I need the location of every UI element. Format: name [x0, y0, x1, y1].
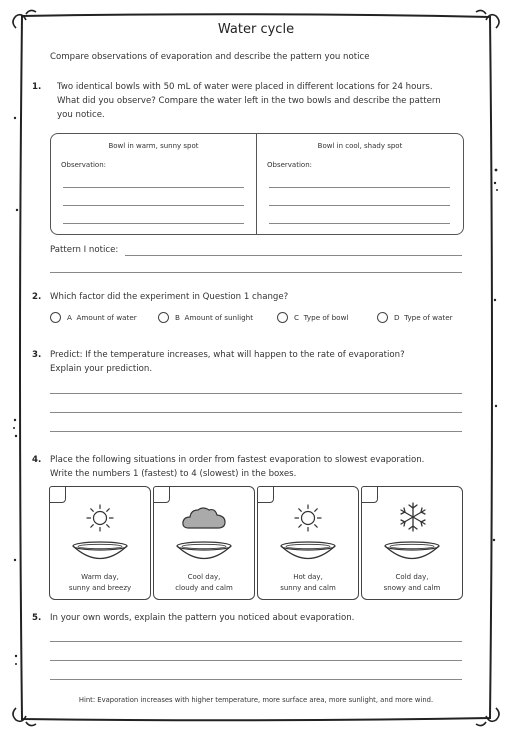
observation-column-warm	[51, 134, 257, 234]
card-caption	[50, 572, 150, 594]
bowl-icon	[174, 541, 234, 563]
option-text: Amount of water	[76, 313, 137, 322]
situation-card-1	[49, 486, 151, 600]
radio-circle[interactable]	[50, 312, 61, 323]
q5-answer-line-2[interactable]	[50, 660, 462, 661]
answer-line-cool-3[interactable]	[269, 223, 450, 224]
column-header: Bowl in cool, shady spot	[317, 142, 403, 150]
q3-answer-line-2[interactable]	[50, 412, 462, 413]
observation-column-cool	[257, 134, 463, 234]
card-caption-line: snowy and calm	[383, 584, 441, 592]
answer-line-cool-1[interactable]	[269, 187, 450, 188]
option-text: Type of water	[404, 313, 453, 322]
column-header: Bowl in warm, sunny spot	[108, 142, 199, 150]
card-caption-line: sunny and calm	[280, 584, 336, 592]
pattern-answer-line-2[interactable]	[50, 272, 462, 273]
q3-answer-line-1[interactable]	[50, 393, 462, 394]
ranking-box[interactable]	[361, 486, 378, 503]
option-c[interactable]	[277, 312, 348, 323]
ranking-box[interactable]	[257, 486, 274, 503]
question-4-text	[50, 453, 424, 481]
question-4-line: Write the numbers 1 (fastest) to 4 (slowest) in the boxes.	[50, 469, 297, 479]
option-letter: A	[67, 313, 72, 322]
q3-answer-line-3[interactable]	[50, 431, 462, 432]
bowl-icon	[278, 541, 338, 563]
question-2-number: 2.	[32, 292, 42, 302]
answer-line-cool-2[interactable]	[269, 205, 450, 206]
situation-card-3	[257, 486, 359, 600]
question-4-number: 4.	[32, 455, 42, 465]
hint-text: Hint: Evaporation increases with higher temperature, more surface area, more sunlight, and more wind.	[78, 696, 434, 704]
cloud-icon	[181, 505, 227, 531]
card-caption	[362, 572, 462, 594]
ranking-box[interactable]	[49, 486, 66, 503]
card-caption-line: Hot day,	[293, 573, 323, 581]
card-caption-line: cloudy and calm	[175, 584, 233, 592]
bowl-icon	[382, 541, 442, 563]
radio-circle[interactable]	[158, 312, 169, 323]
question-1-line: Two identical bowls with 50 mL of water were placed in different locations for 24 hours.	[57, 82, 433, 92]
question-3-number: 3.	[32, 350, 42, 360]
radio-circle[interactable]	[377, 312, 388, 323]
observation-table	[50, 133, 464, 235]
card-caption-line: Warm day,	[81, 573, 119, 581]
question-5-number: 5.	[32, 613, 42, 623]
ranking-box[interactable]	[153, 486, 170, 503]
q5-answer-line-1[interactable]	[50, 641, 462, 642]
sun-icon	[293, 503, 323, 533]
observation-label: Observation:	[267, 161, 312, 169]
question-1-text	[57, 80, 441, 122]
question-5-text: In your own words, explain the pattern you noticed about evaporation.	[50, 613, 355, 623]
card-caption	[258, 572, 358, 594]
intro-text: Compare observations of evaporation and describe the pattern you notice	[50, 52, 370, 62]
question-1-line: What did you observe? Compare the water left in the two bowls and describe the pattern	[57, 96, 441, 106]
card-caption-line: Cool day,	[187, 573, 221, 581]
question-3-text	[50, 348, 405, 376]
situation-card-4	[361, 486, 463, 600]
option-b[interactable]	[158, 312, 253, 323]
option-letter: D	[394, 313, 400, 322]
question-2-text: Which factor did the experiment in Question 1 change?	[50, 292, 289, 302]
option-text: Type of bowl	[303, 313, 349, 322]
option-a[interactable]	[50, 312, 137, 323]
pattern-answer-line-1[interactable]	[125, 255, 462, 256]
question-3-line: Predict: If the temperature increases, what will happen to the rate of evaporation?	[50, 350, 405, 360]
question-1-line: you notice.	[57, 110, 105, 120]
observation-label: Observation:	[61, 161, 106, 169]
option-letter: C	[294, 313, 300, 322]
snowflake-icon	[398, 501, 428, 533]
sun-icon	[85, 503, 115, 533]
bowl-icon	[70, 541, 130, 563]
option-d[interactable]	[377, 312, 453, 323]
situation-card-2	[153, 486, 255, 600]
option-text: Amount of sunlight	[184, 313, 254, 322]
question-4-line: Place the following situations in order from fastest evaporation to slowest evaporation.	[50, 455, 425, 465]
option-letter: B	[175, 313, 180, 322]
card-caption-line: Cold day,	[395, 573, 429, 581]
card-caption	[154, 572, 254, 594]
answer-line-warm-1[interactable]	[63, 187, 244, 188]
page-title: Water cycle	[217, 22, 295, 37]
card-caption-line: sunny and breezy	[68, 584, 132, 592]
pattern-label: Pattern I notice:	[50, 245, 119, 255]
radio-circle[interactable]	[277, 312, 288, 323]
q5-answer-line-3[interactable]	[50, 679, 462, 680]
answer-line-warm-3[interactable]	[63, 223, 244, 224]
answer-line-warm-2[interactable]	[63, 205, 244, 206]
question-1-number: 1.	[32, 82, 42, 92]
question-3-line: Explain your prediction.	[50, 364, 153, 374]
